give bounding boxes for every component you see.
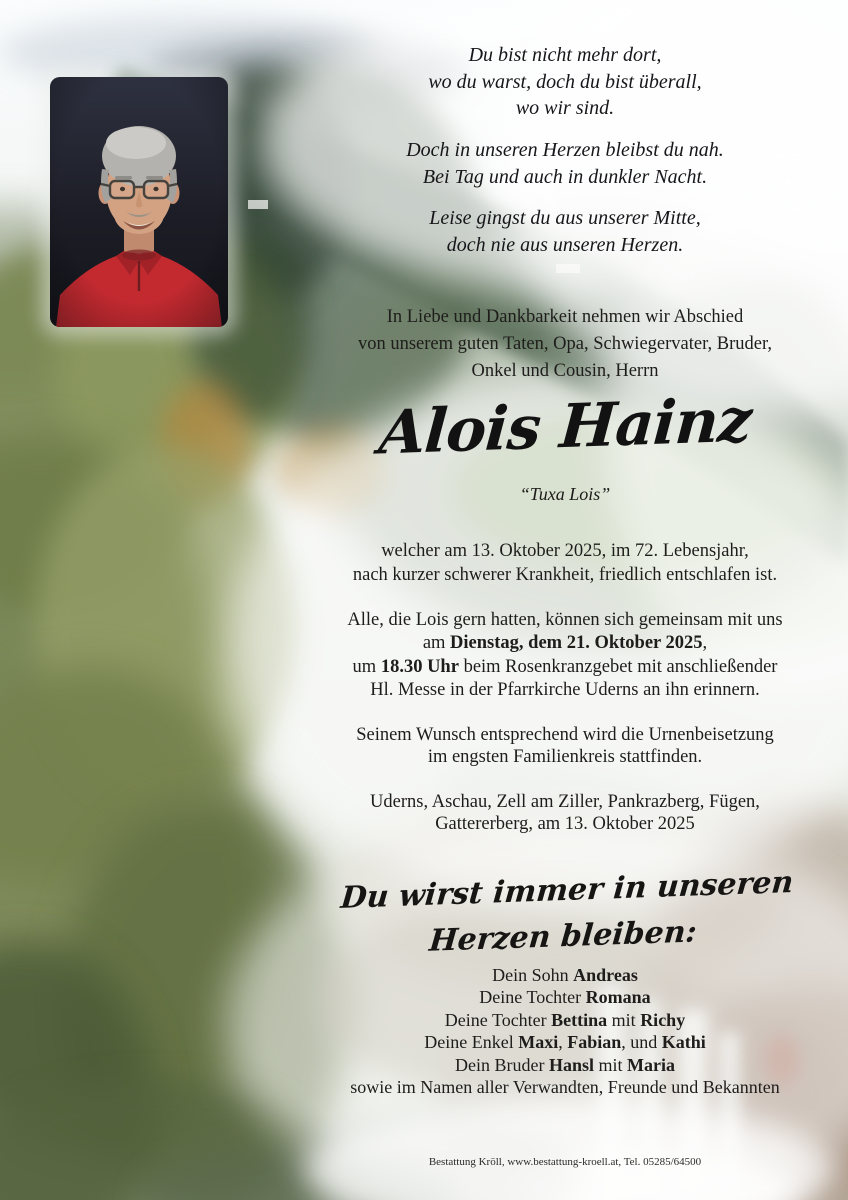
family-line	[302, 1009, 828, 1031]
attendance-date: Dienstag, dem 21. Oktober 2025	[450, 633, 703, 654]
places-line: Gattererberg, am 13. Oktober 2025	[435, 814, 695, 835]
family-text: Deine Tochter	[444, 1009, 552, 1030]
closing-script	[298, 859, 832, 970]
family-text: mit	[607, 1009, 641, 1030]
poem-line: doch nie aus unseren Herzen.	[446, 233, 684, 256]
attendance-text: ,	[702, 633, 708, 654]
footer-contact: Bestattung Kröll, www.bestattung-kroell.at, Tel. 05285/64500	[428, 1156, 702, 1168]
intro-line: In Liebe und Dankbarkeit nehmen wir Abschied	[386, 307, 744, 327]
poem-line: wo wir sind.	[515, 97, 615, 119]
attendance-line	[302, 632, 828, 655]
family-text: sowie im Namen aller Verwandten, Freunde und Bekannten	[350, 1077, 780, 1098]
family-name: Hansl	[548, 1054, 594, 1075]
poem-stanza-3	[302, 205, 828, 258]
family-line	[302, 986, 828, 1008]
closing-line: Herzen bleiben:	[427, 914, 699, 959]
family-name: Kathi	[661, 1032, 706, 1053]
family-name: Richy	[640, 1009, 686, 1030]
intro-text	[302, 304, 828, 385]
family-text: Dein Sohn	[492, 965, 574, 985]
poem-stanza-2	[302, 137, 828, 190]
family-text: mit	[594, 1054, 628, 1075]
poem-stanza-1	[302, 42, 828, 122]
closing-line: Du wirst immer in unseren	[339, 864, 795, 916]
attendance-time: 18.30 Uhr	[380, 656, 459, 677]
death-notice-line: nach kurzer schwerer Krankheit, friedlich entschlafen ist.	[352, 565, 778, 585]
death-notice	[302, 539, 828, 587]
places-line: Uderns, Aschau, Zell am Ziller, Pankrazberg, Fügen,	[370, 792, 760, 812]
urn-notice-line: Seinem Wunsch entsprechend wird die Urnenbeisetzung	[356, 725, 774, 745]
poem-line: Bei Tag und auch in dunkler Nacht.	[422, 165, 708, 188]
family-text: , und	[621, 1032, 662, 1053]
family-line	[302, 1076, 828, 1098]
poem-line: Leise gingst du aus unserer Mitte,	[429, 207, 701, 229]
family-name: Romana	[585, 987, 651, 1008]
attendance-text: am	[422, 633, 451, 654]
family-name: Bettina	[551, 1009, 608, 1030]
family-line	[302, 1031, 828, 1053]
family-text: Deine Tochter	[479, 987, 586, 1008]
urn-notice-line: im engsten Familienkreis stattfinden.	[427, 747, 703, 768]
family-list	[302, 964, 828, 1098]
attendance-notice	[302, 609, 828, 702]
family-name: Andreas	[573, 965, 638, 985]
family-name: Fabian	[567, 1032, 622, 1053]
deceased-nickname: “Tuxa Lois”	[519, 484, 611, 504]
intro-line: Onkel und Cousin, Herrn	[471, 361, 659, 381]
poem-line: wo du warst, doch du bist überall,	[428, 70, 702, 93]
family-text: Dein Bruder	[454, 1054, 549, 1075]
portrait-illustration	[50, 77, 228, 327]
death-notice-line: welcher am 13. Oktober 2025, im 72. Lebensjahr,	[381, 541, 749, 561]
attendance-line	[302, 656, 828, 679]
family-name: Maxi	[518, 1032, 559, 1053]
family-text: Deine Enkel	[424, 1032, 519, 1053]
portrait-photo	[50, 77, 228, 327]
intro-line: von unserem guten Taten, Opa, Schwiegervater, Bruder,	[357, 334, 773, 354]
poem-line: Doch in unseren Herzen bleibst du nah.	[406, 139, 724, 161]
urn-notice	[302, 724, 828, 769]
attendance-line: Alle, die Lois gern hatten, können sich gemeinsam mit uns	[347, 610, 783, 630]
family-line	[302, 964, 828, 986]
family-text: ,	[558, 1032, 568, 1053]
deceased-name: Alois Hainz	[376, 385, 754, 469]
family-name: Maria	[627, 1054, 675, 1075]
places-date	[302, 791, 828, 836]
attendance-text: beim Rosenkranzgebet mit anschließender	[458, 656, 778, 677]
attendance-line: Hl. Messe in der Pfarrkirche Uderns an ihn erinnern.	[370, 679, 760, 700]
poem-line: Du bist nicht mehr dort,	[468, 44, 662, 66]
attendance-text: um	[352, 656, 381, 677]
family-line	[302, 1054, 828, 1076]
